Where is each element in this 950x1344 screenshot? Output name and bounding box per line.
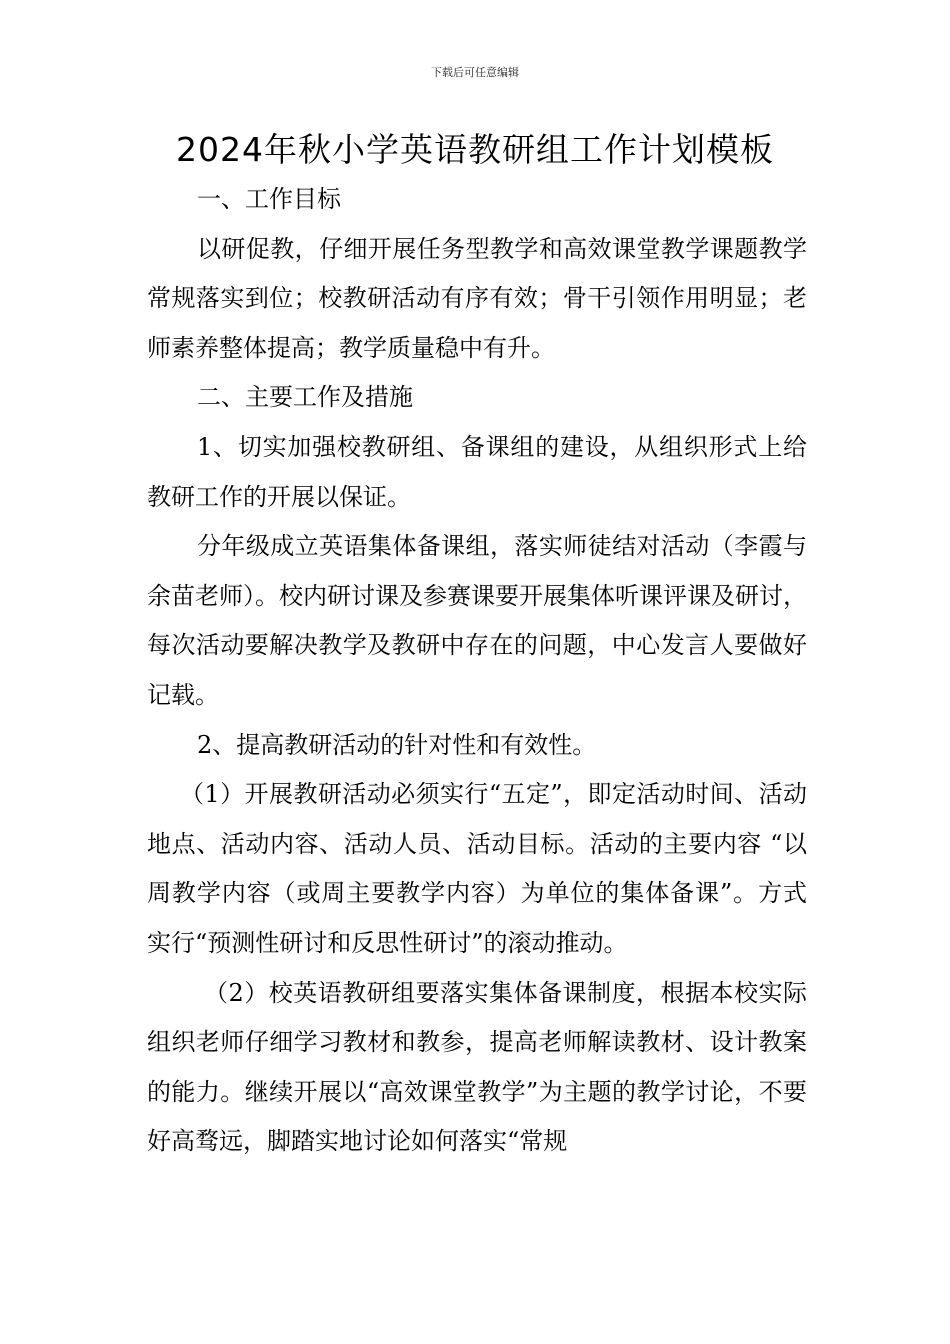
paragraph-goals: 以研促教，仔细开展任务型教学和高效课堂教学课题教学常规落实到位；校教研活动有序有效；骨干引领作用明显；老师素养整体提高；教学质量稳中有升。 <box>147 234 807 362</box>
paragraph-item-1-detail: 分年级成立英语集体备课组，落实师徒结对活动（李霞与余苗老师）。校内研讨课及参赛课要开展集体听课评课及研讨，每次活动要解决教学及教研中存在的问题，中心发言人要做好记载。 <box>147 532 807 709</box>
paragraph-item-2-sub-2: （2）校英语教研组要落实集体备课制度，根据本校实际组织老师仔细学习教材和教参，提高老师解读教材、设计教案的能力。继续开展以“高效课堂教学”为主题的教学讨论，不要好高骛远，脚踏实地讨论如何落实“常规 <box>147 978 807 1156</box>
paragraph-item-2: 2、提高教研活动的针对性和有效性。 <box>197 730 597 759</box>
section-heading-measures: 二、主要工作及措施 <box>197 383 413 412</box>
section-heading-goals: 一、工作目标 <box>197 185 341 213</box>
paragraph-item-2-sub-1: （1）开展教研活动必须实行“五定”，即定活动时间、活动地点、活动内容、活动人员、活动目标。活动的主要内容 “以周教学内容（或周主要教学内容）为单位的集体备课”。方式实行“预测性研讨和反思性研讨”的滚动推动。 <box>147 780 807 957</box>
document-body <box>147 175 807 1167</box>
page-header-note: 下载后可任意编辑 <box>431 66 519 79</box>
document-title: 2024年秋小学英语教研组工作计划模板 <box>176 130 774 169</box>
paragraph-item-1: 1、切实加强校教研组、备课组的建设，从组织形式上给教研工作的开展以保证。 <box>147 432 807 511</box>
